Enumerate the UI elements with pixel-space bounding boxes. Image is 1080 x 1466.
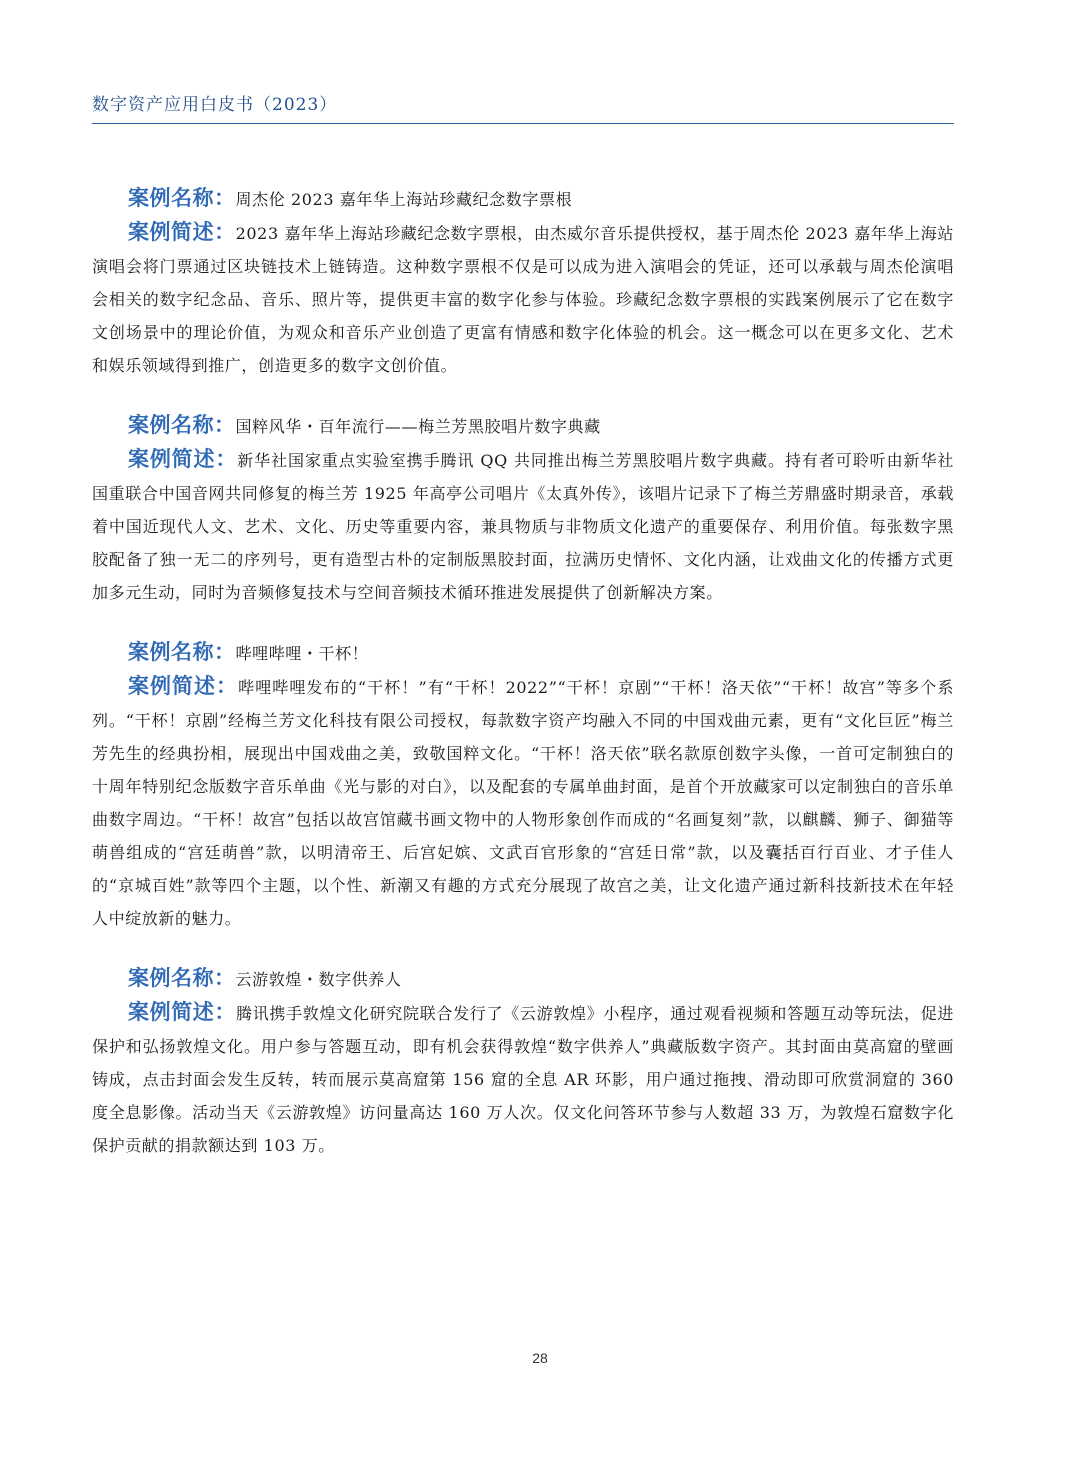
page-number: 28 xyxy=(532,1350,548,1366)
case-name-line xyxy=(92,962,954,996)
case-name: 周杰伦 2023 嘉年华上海站珍藏纪念数字票根 xyxy=(235,190,573,209)
case-desc-label: 案例简述： xyxy=(128,220,236,244)
case-description: 新华社国家重点实验室携手腾讯 QQ 共同推出梅兰芳黑胶唱片数字典藏。持有者可聆听由新华社国重联合中国音网共同修复的梅兰芳 1925 年高亭公司唱片《太真外传》，该唱片记录下了梅兰芳鼎盛时期录音，承载着中国近现代人文、艺术、文化、历史等重要内容，兼具物质与非物质文化遗产的重要保存、利用价值。每张数字黑胶配备了独一无二的序列号，更有造型古朴的定制版黑胶封面，拉满历史情怀、文化内涵，让戏曲文化的传播方式更加多元生动，同时为音频修复技术与空间音频技术循环推进发展提供了创新解决方案。 xyxy=(92,451,955,602)
case-desc-label: 案例简述： xyxy=(128,447,238,471)
case-description: 2023 嘉年华上海站珍藏纪念数字票根，由杰威尔音乐提供授权，基于周杰伦 2023 嘉年华上海站演唱会将门票通过区块链技术上链铸造。这种数字票根不仅是可以成为进入演唱会的凭证，还可以承载与周杰伦演唱会相关的数字纪念品、音乐、照片等，提供更丰富的数字化参与体验。珍藏纪念数字票根的实践案例展示了它在数字文创场景中的理论价值，为观众和音乐产业创造了更富有情感和数字化体验的机会。这一概念可以在更多文化、艺术和娱乐领域得到推广，创造更多的数字文创价值。 xyxy=(92,224,955,375)
case-item xyxy=(92,636,954,935)
case-item xyxy=(92,962,954,1162)
case-desc-label: 案例简述： xyxy=(128,1000,236,1024)
case-name-label: 案例名称： xyxy=(128,413,236,437)
document-title: 数字资产应用白皮书（2023） xyxy=(92,95,338,115)
case-desc-line xyxy=(92,996,954,1162)
case-desc-line xyxy=(92,670,954,935)
case-item xyxy=(92,182,954,382)
case-description: 腾讯携手敦煌文化研究院联合发行了《云游敦煌》小程序，通过观看视频和答题互动等玩法，促进保护和弘扬敦煌文化。用户参与答题互动，即有机会获得敦煌“数字供养人”典藏版数字资产。其封面由莫高窟的壁画铸成，点击封面会发生反转，转而展示莫高窟第 156 窟的全息 AR 环影，用户通过拖拽、滑动即可欣赏洞窟的 360 度全息影像。活动当天《云游敦煌》访问量高达 160 万人次。仅文化问答环节参与人数超 33 万，为敦煌石窟数字化保护贡献的捐款额达到 103 万。 xyxy=(92,1004,954,1155)
case-name-line xyxy=(92,182,954,216)
case-name-label: 案例名称： xyxy=(128,966,236,990)
case-name-label: 案例名称： xyxy=(128,186,236,210)
page-header xyxy=(92,93,954,124)
header-divider xyxy=(92,123,954,124)
page-content xyxy=(92,182,954,1189)
case-description: 哔哩哔哩发布的“干杯！”有“干杯！2022”“干杯！京剧”“干杯！洛天依”“干杯！故宫”等多个系列。“干杯！京剧”经梅兰芳文化科技有限公司授权，每款数字资产均融入不同的中国戏曲元素，更有“文化巨匠”梅兰芳先生的经典扮相，展现出中国戏曲之美，致敬国粹文化。“干杯！洛天依”联名款原创数字头像，一首可定制独白的十周年特别纪念版数字音乐单曲《光与影的对白》，以及配套的专属单曲封面，是首个开放藏家可以定制独白的音乐单曲数字周边。“干杯！故宫”包括以故宫馆藏书画文物中的人物形象创作而成的“名画复刻”款，以麒麟、狮子、御猫等萌兽组成的“宫廷萌兽”款，以明清帝王、后宫妃嫔、文武百官形象的“宫廷日常”款，以及囊括百行百业、才子佳人的“京城百姓”款等四个主题，以个性、新潮又有趣的方式充分展现了故宫之美，让文化遗产通过新科技新技术在年轻人中绽放新的魅力。 xyxy=(92,678,954,928)
case-desc-label: 案例简述： xyxy=(128,674,239,698)
case-name: 哔哩哔哩・干杯！ xyxy=(235,644,369,663)
case-desc-line xyxy=(92,216,954,382)
case-item xyxy=(92,409,954,609)
case-name-label: 案例名称： xyxy=(128,640,236,664)
case-name-line xyxy=(92,636,954,670)
case-name: 国粹风华・百年流行——梅兰芳黑胶唱片数字典藏 xyxy=(235,417,601,436)
case-name-line xyxy=(92,409,954,443)
case-desc-line xyxy=(92,443,954,609)
case-name: 云游敦煌・数字供养人 xyxy=(235,970,402,989)
